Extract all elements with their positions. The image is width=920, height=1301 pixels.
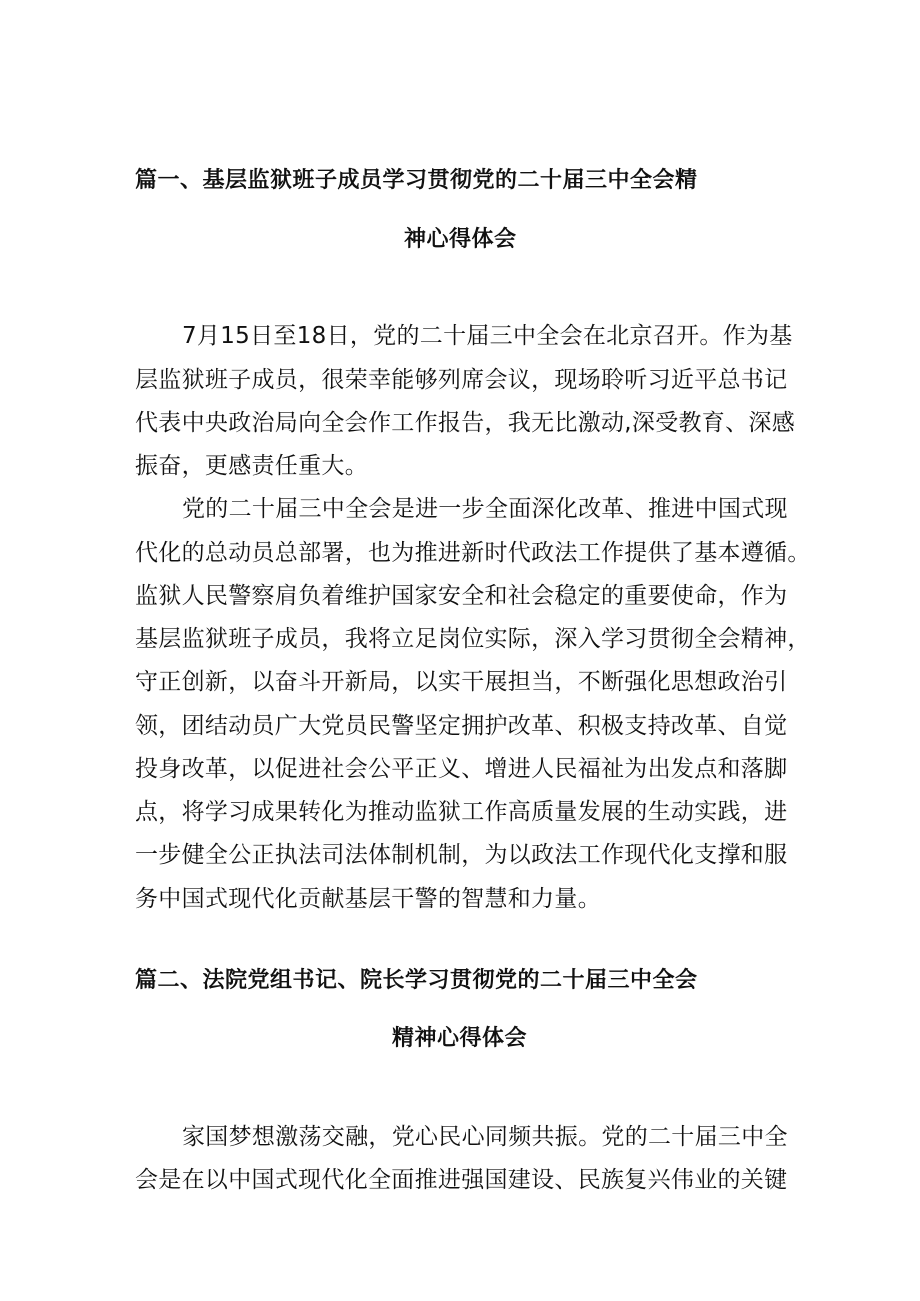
section1-para2-line: 监狱人民警察肩负着维护国家安全和社会稳定的重要使命，作为 — [135, 583, 788, 609]
section1-para1-line: 代表中央政治局向全会作工作报告，我无比激动,深受教育、深感 — [135, 410, 796, 436]
section1-para2-line: 基层监狱班子成员，我将立足岗位实际，深入学习贯彻全会精神， — [135, 626, 811, 652]
section1-para2-line: 守正创新，以奋斗开新局，以实干展担当，不断强化思想政治引 — [135, 669, 788, 695]
section1-para2-line: 务中国式现代化贡献基层干警的智慧和力量。 — [135, 886, 601, 912]
section1-para1-line: 7月15日至18日，党的二十届三中全会在北京召开。作为基 — [182, 323, 793, 349]
section1-para1-line: 层监狱班子成员，很荣幸能够列席会议，现场聆听习近平总书记 — [135, 367, 788, 393]
section1-para2-line: 投身改革，以促进社会公平正义、增进人民福祉为出发点和落脚 — [135, 756, 788, 782]
section1-para2-line: 一步健全公正执法司法体制机制，为以政法工作现代化支撑和服 — [135, 842, 788, 868]
section1-para2-line: 代化的总动员总部署，也为推进新时代政法工作提供了基本遵循。 — [135, 540, 811, 566]
section1-para1-line: 振奋，更感责任重大。 — [135, 453, 368, 479]
section2-para1-line: 家国梦想激荡交融，党心民心同频共振。党的二十届三中全 — [182, 1124, 788, 1150]
section2-title-line1: 篇二、法院党组书记、院长学习贯彻党的二十届三中全会 — [135, 968, 698, 993]
section1-para2-line: 点，将学习成果转化为推动监狱工作高质量发展的生动实践，进 — [135, 799, 788, 825]
section1-title-line1: 篇一、基层监狱班子成员学习贯彻党的二十届三中全会精 — [135, 168, 698, 193]
section2-title-line2: 精神心得体会 — [392, 1026, 528, 1051]
section1-para2-line: 党的二十届三中全会是进一步全面深化改革、推进中国式现 — [182, 496, 788, 522]
section1-title-line2: 神心得体会 — [404, 227, 517, 252]
section2-para1-line: 会是在以中国式现代化全面推进强国建设、民族复兴伟业的关键 — [135, 1167, 788, 1193]
section1-para2-line: 领，团结动员广大党员民警坚定拥护改革、积极支持改革、自觉 — [135, 713, 788, 739]
